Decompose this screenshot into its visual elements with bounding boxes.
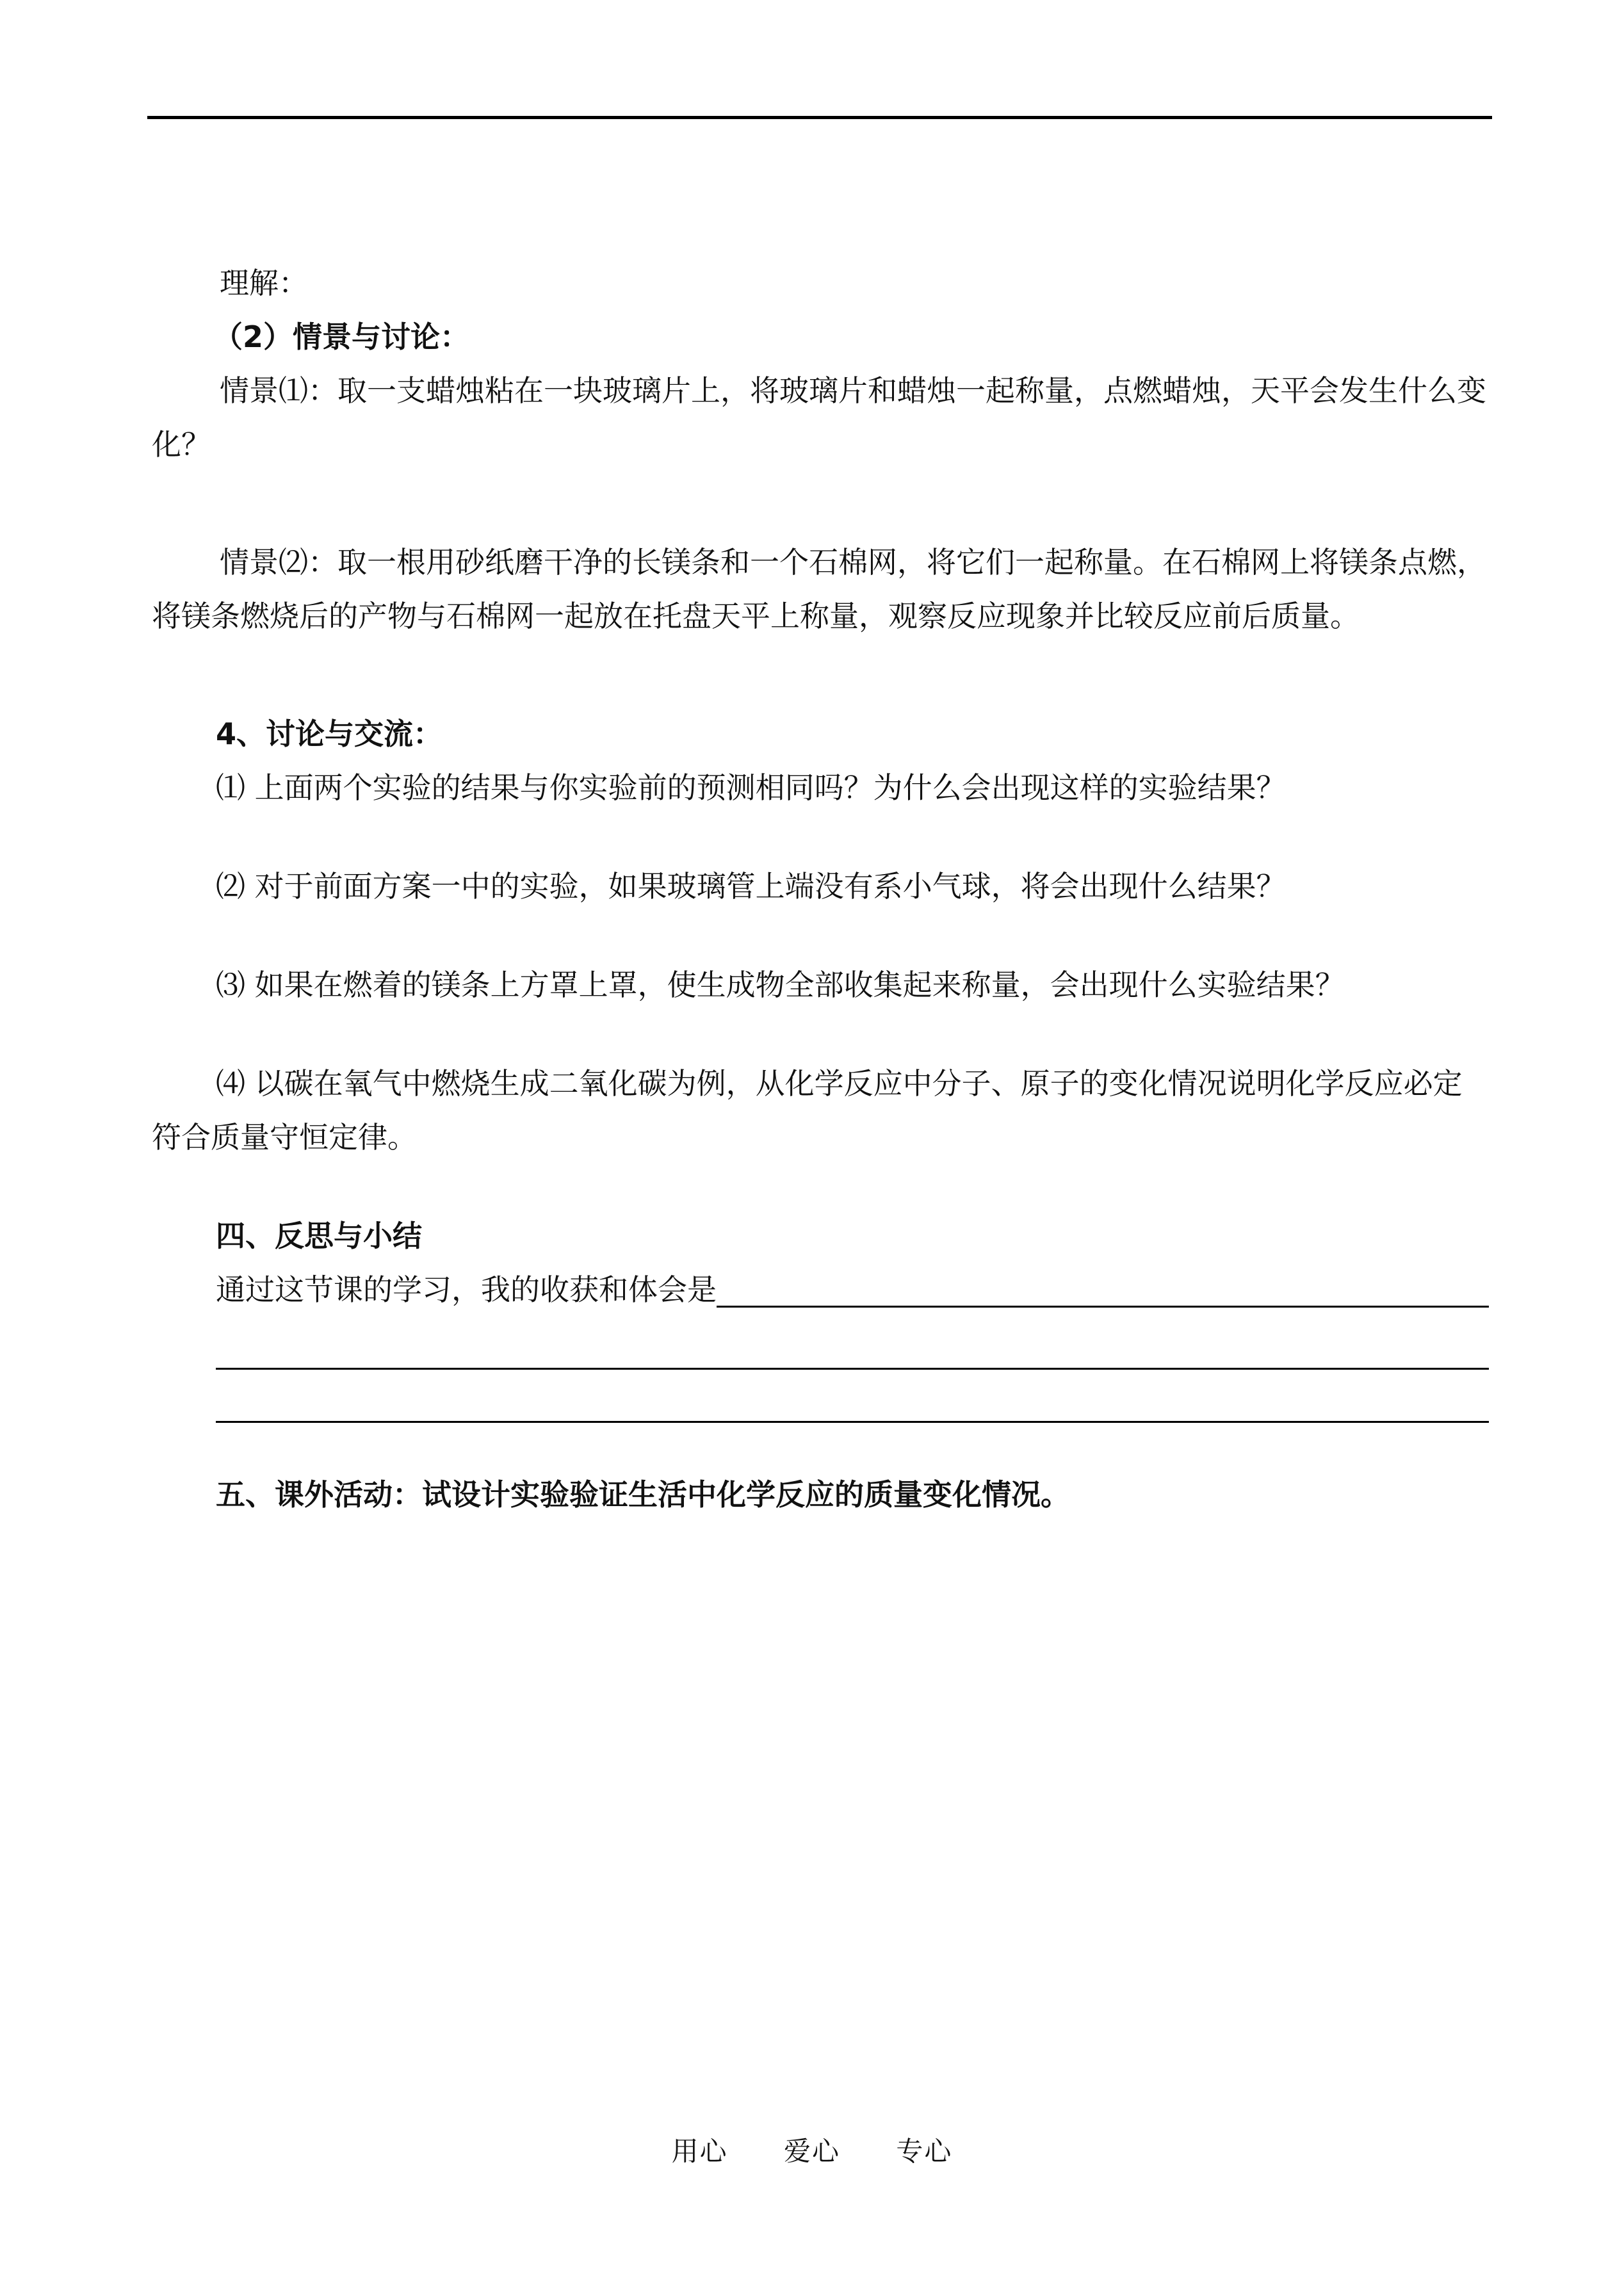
question-4: ⑷ 以碳在氧气中燃烧生成二氧化碳为例，从化学反应中分子、原子的变化情况说明化学反应必定符合质量守恒定律。 bbox=[152, 1066, 1463, 1155]
section-heading-activity: 五、课外活动：试设计实验验证生活中化学反应的质量变化情况。 bbox=[216, 1477, 1070, 1512]
footer-word-3: 专心 bbox=[896, 2136, 953, 2167]
worksheet-body bbox=[152, 256, 1489, 1521]
question-2: ⑵ 对于前面方案一中的实验，如果玻璃管上端没有系小气球，将会出现什么结果？ bbox=[216, 869, 1286, 904]
reflection-prompt: 通过这节课的学习，我的收获和体会是 bbox=[216, 1272, 717, 1307]
section-heading-scenarios: （2）情景与讨论： bbox=[213, 320, 470, 354]
reflection-answer-line-2[interactable] bbox=[216, 1317, 1489, 1370]
footer-word-1: 用心 bbox=[671, 2136, 728, 2167]
understanding-label: 理解： bbox=[220, 266, 308, 300]
section-heading-reflection: 四、反思与小结 bbox=[216, 1219, 422, 1253]
scenario-2-text: 情景⑵：取一根用砂纸磨干净的长镁条和一个石棉网，将它们一起称量。在石棉网上将镁条点燃，将镁条燃烧后的产物与石棉网一起放在托盘天平上称量，观察反应现象并比较反应前后质量。 bbox=[152, 545, 1486, 633]
footer-word-2: 爱心 bbox=[783, 2136, 840, 2167]
reflection-answer-row bbox=[152, 1263, 1489, 1317]
page-footer bbox=[0, 2132, 1624, 2171]
question-1: ⑴ 上面两个实验的结果与你实验前的预测相同吗？为什么会出现这样的实验结果？ bbox=[216, 770, 1286, 805]
question-3: ⑶ 如果在燃着的镁条上方罩上罩，使生成物全部收集起来称量，会出现什么实验结果？ bbox=[216, 968, 1345, 1002]
scenario-1-text: 情景⑴：取一支蜡烛粘在一块玻璃片上，将玻璃片和蜡烛一起称量，点燃蜡烛，天平会发生什么变化？ bbox=[152, 373, 1486, 462]
reflection-answer-line-1[interactable] bbox=[717, 1263, 1489, 1308]
header-rule bbox=[147, 116, 1492, 119]
reflection-answer-line-3[interactable] bbox=[216, 1370, 1489, 1423]
section-heading-discussion: 4、讨论与交流： bbox=[216, 717, 443, 751]
